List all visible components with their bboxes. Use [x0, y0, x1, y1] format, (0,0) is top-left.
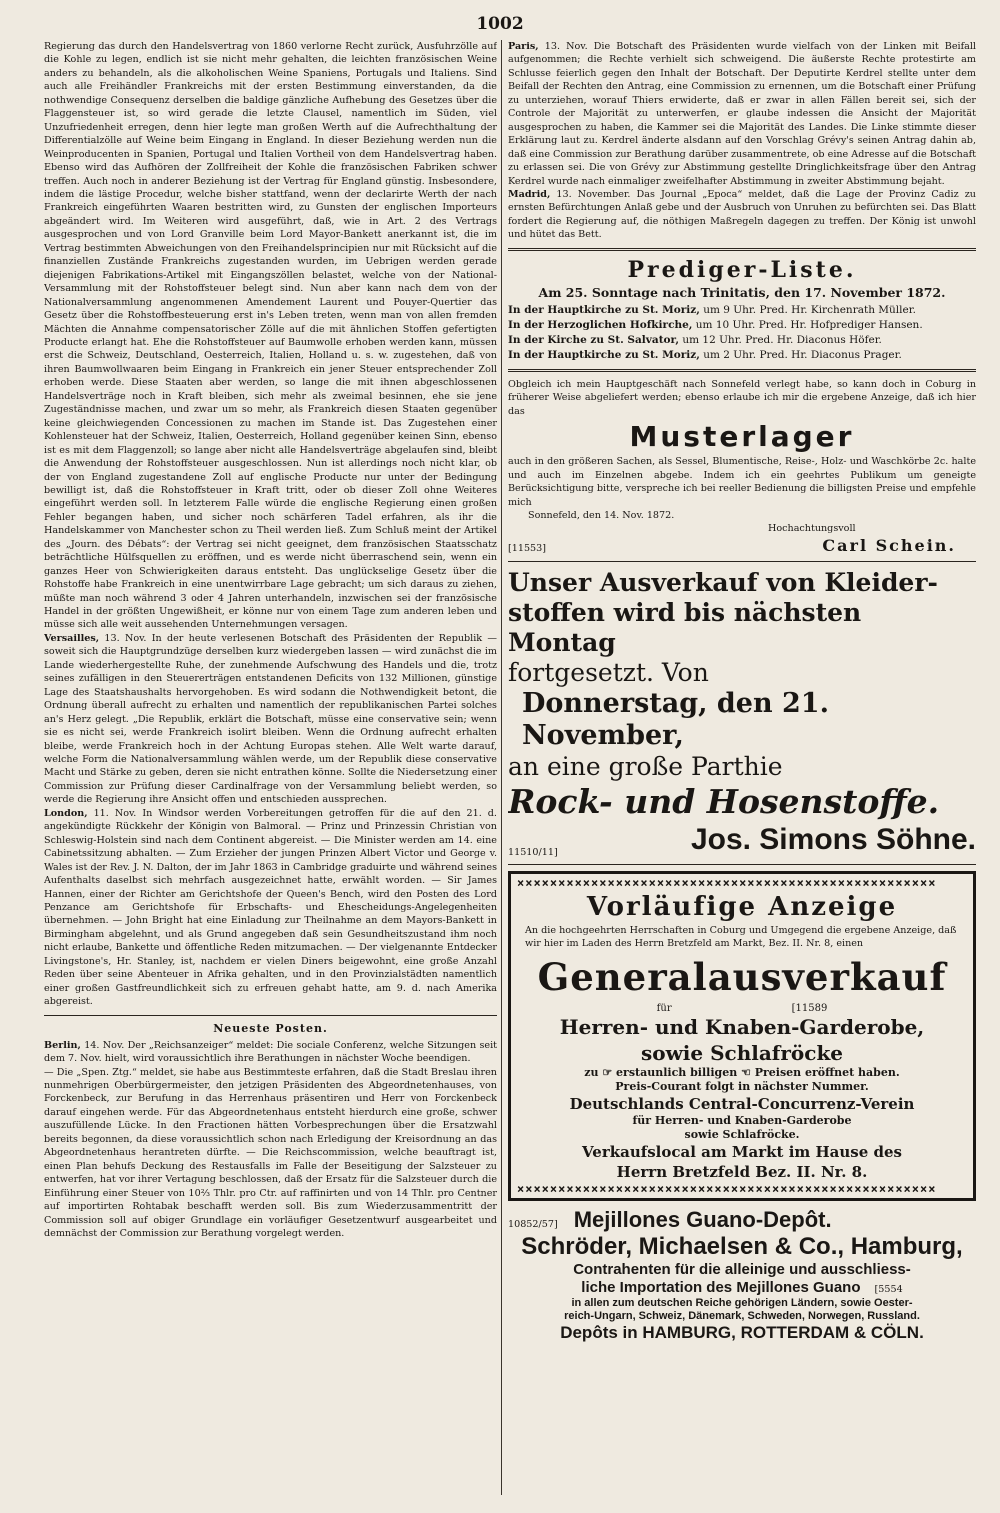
- article-versailles: [44, 632, 497, 807]
- ad-jos-simons: [508, 568, 976, 858]
- guano-line-1: Contrahenten für die alleinige und ausschliess-: [573, 1260, 911, 1278]
- anzeige-line-5: Deutschlands Central-Concurrenz-Verein: [569, 1094, 915, 1113]
- generalausverkauf-heading: Generalausverkauf: [537, 954, 947, 999]
- anzeige-line-6: für Herren- und Knaben-Garderobe: [632, 1113, 852, 1127]
- simons-line-4: Donnerstag, den 21. November,: [522, 687, 829, 751]
- prediger-line: [508, 348, 976, 363]
- dateline-madrid: Madrid,: [508, 188, 551, 200]
- guano-line-4: reich-Ungarn, Schweiz, Dänemark, Schweden, Norwegen, Russland.: [564, 1309, 920, 1322]
- page-number: 1002: [476, 14, 524, 34]
- ad-guano-depot: [508, 1207, 976, 1343]
- simons-line-1: Unser Ausverkauf von Kleider-: [508, 567, 938, 597]
- article-berlin-body: 14. Nov. Der „Reichsanzeiger“ meldet: Die sociale Conferenz, welche Sitzungen seit dem 7. Nov. hielt, wird voraussichtlich ihre Berathungen in nächster Woche beendigen.: [44, 1039, 497, 1065]
- dateline-versailles: Versailles,: [44, 632, 100, 644]
- guano-firm: Schröder, Michaelsen & Co., Hamburg,: [521, 1232, 963, 1260]
- anzeige-text: An die hochgeehrten Herrschaften in Coburg und Umgegend die ergebene Anzeige, daß wir hier im Laden des Herrn Bretzfeld am Markt, Bez. II. Nr. 8, einen: [525, 924, 957, 950]
- section-rule: [44, 1015, 497, 1016]
- anzeige-line-3: zu ☞ erstaunlich billigen ☜ Preisen eröffnet haben.: [584, 1065, 900, 1079]
- column-divider: [501, 40, 502, 1495]
- section-rule: [508, 864, 976, 865]
- anzeige-line-1: Herren- und Knaben-Garderobe,: [559, 1014, 925, 1039]
- guano-line-3: in allen zum deutschen Reiche gehörigen Ländern, sowie Oester-: [571, 1296, 913, 1309]
- section-rule: [508, 561, 976, 562]
- simons-line-6: Rock- und Hosenstoffe.: [508, 781, 940, 821]
- article-london: [44, 807, 497, 1009]
- simons-line-2: stoffen wird bis nächsten Montag: [508, 597, 862, 657]
- dateline-london: London,: [44, 807, 88, 819]
- schein-text-2: auch in den größeren Sachen, als Sessel, Blumentische, Reise-, Holz- und Waschkörbe 2c. halte und auch im Einzelnen abgebe. Indem ich ein geehrtes Publikum um geneigte Berücksichtigung bitte, verspreche ich bei reeller Bedienung die billigsten Preise und empfehle mich: [508, 456, 976, 508]
- schein-ref: [11553]: [508, 542, 547, 554]
- anzeige-ref: [11589: [791, 1002, 828, 1014]
- anzeige-title: Vorläufige Anzeige: [586, 891, 898, 922]
- guano-line-2: liche Importation des Mejillones Guano: [581, 1278, 861, 1296]
- simons-ref: 11510/11]: [508, 846, 558, 858]
- article-berlin-2: — Die „Spen. Ztg.“ meldet, sie habe aus Bestimmteste erfahren, daß die Stadt Breslau ihren nunmehrigen Oberbürgermeister, den jetzigen Präsidenten des Abgeordnetenhauses, von Forckenbeck, zur Berufung in das Herrenhaus präsentiren und Herr von Forckenbeck darauf eingehen werde. Für das Abgeordnetenhaus entsteht hierdurch eine große, schwer auszufüllende Lücke. In den Fractionen hätten Vorbesprechungen über die Ersatzwahl bereits begonnen, da diese voraussichtlich schon nach Erledigung der Kreisordnung an das Abgeordnetenhaus herantreten dürfte. — Die Reichscommission, welche beauftragt ist, einen Plan behufs Deckung des Restausfalls im Falle der Beseitigung der Salzsteuer zu entwerfen, hat vor ihrer Vertagung beschlossen, daß der Ersatz für die Salzsteuer durch die Einführung einer Steuer von 10⅔ Thlr. pro Ctr. auf raffinirten und von 14 Thlr. pro Centner auf importirten Rohtabak beschafft werden soll. Bis zum Wiederzusammentritt der Commission soll auf obiger Grundlage ein vorläufiger Gesetzentwurf ausgearbeitet und demnächst der Commission zur Berathung vorgelegt werden.: [44, 1066, 497, 1239]
- prediger-detail: um 10 Uhr. Pred. Hr. Hofprediger Hansen.: [695, 318, 923, 331]
- guano-title: Mejillones Guano-Depôt.: [573, 1206, 832, 1232]
- section-rule: [508, 248, 976, 251]
- right-column: [508, 40, 976, 1500]
- section-rule: [508, 369, 976, 372]
- simons-line-5: an eine große Parthie: [508, 751, 783, 781]
- prediger-date: Am 25. Sonntage nach Trinitatis, den 17. November 1872.: [538, 284, 946, 300]
- schein-text: Obgleich ich mein Hauptgeschäft nach Sonnefeld verlegt habe, so kann doch in Coburg in früherer Weise abgeliefert werden; ebenso erlaube ich mir die ergebene Anzeige, daß ich hier das: [508, 378, 976, 417]
- prediger-place: In der Hauptkirche zu St. Moriz,: [508, 303, 700, 316]
- anzeige-line-7: sowie Schlafröcke.: [684, 1127, 800, 1141]
- left-column: [44, 40, 497, 1500]
- prediger-line: [508, 333, 976, 348]
- anzeige-line-4: Preis-Courant folgt in nächster Nummer.: [615, 1079, 869, 1093]
- simons-line-3: fortgesetzt. Von: [508, 657, 709, 687]
- ad-vorlaeufige-anzeige: [508, 871, 976, 1201]
- anzeige-line-8: Verkaufslocal am Markt im Hause des: [582, 1142, 902, 1161]
- schein-greeting: Hochachtungsvoll: [768, 523, 856, 535]
- article-paris: [508, 40, 976, 188]
- guano-depots: Depôts in HAMBURG, ROTTERDAM & CÖLN.: [560, 1322, 924, 1342]
- prediger-detail: um 12 Uhr. Pred. Hr. Diaconus Höfer.: [682, 333, 882, 346]
- ornament-border: ×××××××××××××××××××××××××××××××××××××××××××××××××××: [517, 1181, 937, 1196]
- article-london-body: 11. Nov. In Windsor werden Vorbereitungen getroffen für die auf den 21. d. angekündigte Rückkehr der Königin von Balmoral. — Prinz und Prinzessin Christian von Schleswig-Holstein sind nach dem Continent abgereist. — Die Minister werden am 14. eine Cabinetssitzung abhalten. — Zum Erzieher der jungen Prinzen Albert Victor und George v. Wales ist der Rev. J. N. Dalton, der im Jahr 1863 in Cambridge graduirte und während seines Aufenthalts daselbst sich mehrfach ausgezeichnet hatte, erwählt worden. — Sir James Hannen, einer der Richter am Gerichtshofe der Queen's Bench, wird den Posten des Lord Penzance am Gerichtshofe für Erbschafts- und Ehescheidungs-Angelegenheiten übernehmen. — John Bright hat eine Einladung zur Theilnahme an dem Mayors-Bankett in Birmingham abgelehnt, und als Grund angegeben daß sein Gesundheitszustand ihm noch nicht erlaube, Bankette und öffentliche Reden mitzumachen. — Der vielgenannte Entdecker Livingstone's, Hr. Stanley, ist, nachdem er vielen Diners beigewohnt, eine große Anzahl Reden über seine Abenteuer in Afrika gehalten, und in den Provinzialstädten namentlich einer großen Gastfreundlichkeit sich zu erfreuen gehabt hatte, am 9. d. nach Amerika abgereist.: [44, 807, 497, 1008]
- prediger-line: [508, 318, 976, 333]
- article-madrid-body: 13. November. Das Journal „Epoca“ meldet, daß die Lage der Provinz Cadiz zu ernsten Befürchtungen Anlaß gebe und der Ausbruch von Unruhen zu befürchten sei. Das Blatt fordert die Regierung auf, die nöthigen Maßregeln dagegen zu treffen. Der König ist unwohl und hütet das Bett.: [508, 188, 976, 241]
- prediger-line: [508, 303, 976, 318]
- article-berlin: [44, 1039, 497, 1066]
- schein-place-date: Sonnefeld, den 14. Nov. 1872.: [528, 509, 675, 521]
- ornament-border: ×××××××××××××××××××××××××××××××××××××××××××××××××××: [517, 875, 937, 890]
- ad-carl-schein: [508, 378, 976, 555]
- article-versailles-body: 13. Nov. In der heute verlesenen Botschaft des Präsidenten der Republik — soweit sich die Hauptgrundzüge derselben kurz wiedergeben lassen — wird zunächst die im Lande wiederhergestellte Ruhe, der zunehmende Aufschwung des Handels und die, trotz seines zufälligen in den Steuererträgen entstandenen Deficits von 132 Millionen, günstige Lage des Staatshaushalts hervorgehoben. Es wird sodann die Nothwendigkeit betont, die Ordnung überall aufrecht zu erhalten und namentlich der republikanischen Partei solches an's Herz gelegt. „Die Republik, erklärt die Botschaft, müsse eine conservative sein; wenn sie es nicht sei, werde Frankreich isolirt bleiben. Wenn die Ordnung aufrecht erhalten bleibe, werde Frankreich hoch in der Achtung Europas stehen. Alle Welt warte darauf, welche Form die Nationalversammlung wählen werde, um der Republik diese conservative Macht und Stärke zu geben, deren sie nicht entrathen könne. Sollte die Niedersetzung einer Commission zur Prüfung dieser Cardinalfrage von der Versammlung beliebt werden, so werde die Regierung ihre Ansicht offen und entschieden aussprechen.: [44, 632, 497, 806]
- section-heading-neueste-posten: Neueste Posten.: [213, 1021, 328, 1035]
- dateline-paris: Paris,: [508, 41, 539, 52]
- prediger-liste: [508, 257, 976, 363]
- dateline-berlin: Berlin,: [44, 1039, 81, 1051]
- simons-firm: Jos. Simons Söhne.: [690, 822, 976, 856]
- prediger-place: In der Kirche zu St. Salvator,: [508, 333, 679, 346]
- guano-ref: 10852/57]: [508, 1218, 558, 1230]
- anzeige-line-2: sowie Schlafröcke: [640, 1040, 844, 1065]
- article-madrid: [508, 188, 976, 242]
- schein-signature: Carl Schein.: [822, 535, 956, 555]
- prediger-place: In der Herzoglichen Hofkirche,: [508, 318, 693, 331]
- prediger-detail: um 2 Uhr. Pred. Hr. Diaconus Prager.: [703, 348, 902, 361]
- guano-ref-2: [5554: [874, 1283, 903, 1295]
- article-trade-treaty: Regierung das durch den Handelsvertrag von 1860 verlorne Recht zurück, Ausfuhrzölle auf die Kohle zu legen, endlich ist sie nicht mehr gehalten, die leichten französischen Weine anders zu behandeln, als die alkoholischen Weine Spaniens, Portugals und Italiens. Sind auch alle Freihändler Frankreichs mit der ersten Bestimmung einverstanden, da die nothwendige Consequenz derselben die baldige gänzliche Aufhebung des Gesetzes über die Flaggensteuer ist, so wird gerade die letzte Clausel, namentlich im Süden, viel Unzufriedenheit erregen, denn hier legte man großen Werth auf die Aufrechthaltung der Differentialzölle auf Weine beim Eingang in England. In dieser Beziehung werden nun die Weinproducenten in Spanien, Portugal und Italien Vortheil von dem Handelsvertrag haben. Ebenso wird das Aufhören der Zollfreiheit der Kohle die französischen Fabriken schwer treffen. Auch noch in anderer Beziehung ist der Vertrag für England günstig. Insbesondere, indem die lästige Procedur, welche bisher stattfand, wenn der declarirte Werth der nach Frankreich eingeführten Waaren bestritten wird, zu Gunsten der englischen Importeurs abgeändert wird. Im Weiteren wird ausgeführt, daß, wie in Art. 2 des Vertrags ausgesprochen und von Lord Granville beim Lord Mayor-Bankett anerkannt ist, die im Vertrag bestimmten Abweichungen von den Freihandelsprincipien nur mit Rücksicht auf die finanziellen Zustände Frankreichs zugestanden wurden, im Uebrigen werden gerade diejenigen Fabrikations-Artikel mit Eingangszöllen belastet, welche von der National-Versammlung mit der Rohstoffsteuer belegt sind. Nun aber kann nach dem von der Nationalversammlung angenommenen Amendement Laurent und Pouyer-Quertier das Gesetz über die Rohstoffbesteuerung erst in's Leben treten, wenn man von allen fremden Mächten die Annahme compensatorischer Zölle auf die mit ähnlichen Stoffen gefertigten Producte erlangt hat. Ehe die Rohstoffsteuer auf Baumwolle erhoben werden kann, müssen erst die Schweiz, Deutschland, Oesterreich, Italien, Holland u. s. w. zugestehen, daß von ihren Baumwollwaaren beim Eingang in Frankreich ein jener Steuer entsprechender Zoll erhoben werde. Diese Staaten aber werden, so lange die mit ihnen abgeschlossenen Handelsverträge noch in Kraft bleiben, sich mehr als zweimal besinnen, ehe sie jene Zugeständnisse machen, und zwar um so mehr, als Frankreich diesen Staaten gegenüber keine gleichwiegenden Concessionen zu machen im Stande ist. Das Zugestehen einer Kohlensteuer hat der Schweiz, Italien, Oesterreich, Holland gegenüber keinen Sinn, ebenso ist es mit dem Flaggenzoll; so lange aber nicht alle Handelsverträge abgelaufen sind, bleibt die Anwendung der Rohstoffsteuer ausgeschlossen. Nun ist allerdings noch nicht klar, ob der von England zugestandene Zoll auf englische Producte nur unter der Bedingung bewilligt ist, daß die Rohstoffsteuer in Kraft tritt, oder ob dieser Zoll ohne Weiteres eingeführt werden soll. In letzterem Falle würde die englische Regierung einen großen Fehler begangen haben, und sicher noch schärferen Tadel erfahren, als ihr die Handelskammer von Manchester schon zu Theil werden ließ. Zum Schluß meint der Artikel des „Journ. des Débats“: der Vertrag sei nicht geeignet, dem französischen Staatsschatz beträchtliche Hülfsquellen zu eröffnen, und es werde nicht überraschend sein, wenn ein ganzes Heer von Schwierigkeiten daraus entsteht. Das unglückselige Gesetz über die Rohstoffe habe Frankreich in eine unentwirrbare Lage gebracht; um sich daraus zu ziehen, müßte man noch während 3 oder 4 Jahren unterhandeln, inzwischen sei der französische Handel in der größten Ungewißheit, er könne nur von einem Tage zum anderen leben und müsse sich alle weit aussehenden Unternehmungen versagen.: [44, 41, 497, 631]
- prediger-detail: um 9 Uhr. Pred. Hr. Kirchenrath Müller.: [703, 303, 916, 316]
- anzeige-fuer: für: [656, 1002, 672, 1014]
- article-paris-body: 13. Nov. Die Botschaft des Präsidenten wurde vielfach von der Linken mit Beifall aufgenommen; die Rechte verhielt sich schweigend. Die äußerste Rechte protestirte am Schlusse feierlich gegen den Inhalt der Botschaft. Der Deputirte Kerdrel stellte unter dem Beifall der Rechten den Antrag, eine Commission zu ernennen, um die Botschaft einer Prüfung zu unterziehen, worauf Thiers erwiderte, daß er zwar in allen Fällen bereit sei, sich der Controle der Majorität zu unterwerfen, er glaube indessen die Ansicht der Majorität ausgesprochen zu haben, die Kammer sei die Majorität des Landes. Die Linke stimmte dieser Erklärung laut zu. Kerdrel änderte alsdann auf den Vorschlag Grévy's seinen Antrag dahin ab, daß eine Commission zur Berathung darüber zusammentrete, ob eine Adresse auf die Botschaft zu erlassen sei. Die von Grévy zur Abstimmung gestellte Dringlichkeitsfrage über den Antrag Kerdrel wurde nach einmaliger zweifelhafter Abstimmung in zweiter Abstimmung bejaht.: [508, 41, 976, 187]
- musterlager-heading: Musterlager: [629, 420, 855, 454]
- prediger-place: In der Hauptkirche zu St. Moriz,: [508, 348, 700, 361]
- prediger-title: Prediger-Liste.: [627, 256, 857, 283]
- anzeige-line-9: Herrn Bretzfeld Bez. II. Nr. 8.: [616, 1162, 868, 1181]
